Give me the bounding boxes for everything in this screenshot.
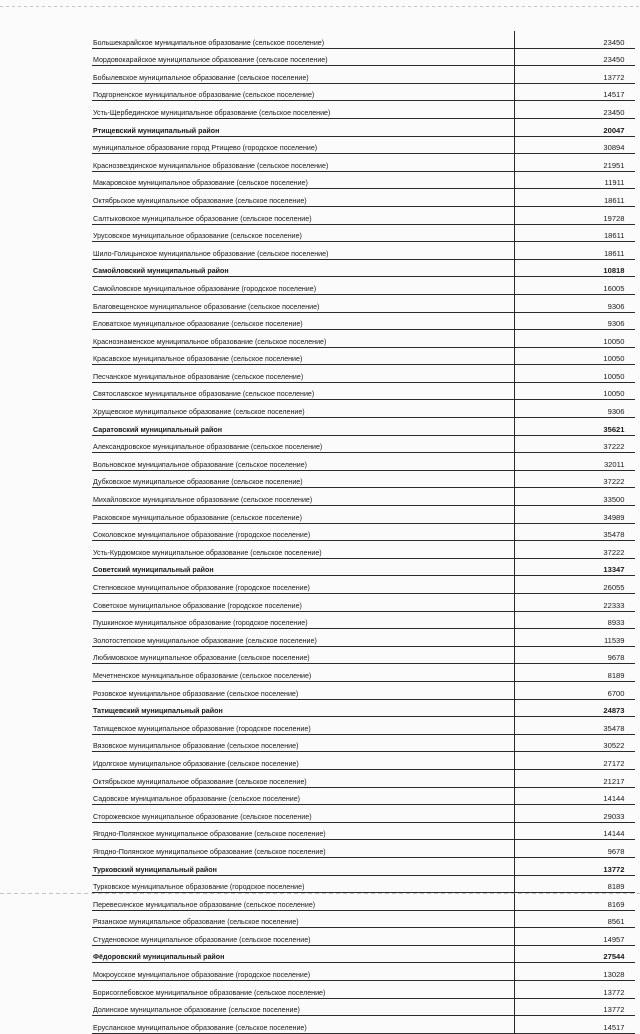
municipality-value: 14957 [515,928,635,946]
municipality-name: Мокроусское муниципальное образование (городское поселение) [92,963,515,981]
municipality-name: Самойловский муниципальный район [92,259,515,277]
table-row [92,48,635,66]
table-row [92,101,635,119]
municipality-value: 23450 [515,101,635,119]
municipality-value: 10050 [515,330,635,348]
table-row [92,83,635,101]
municipality-name: Расковское муниципальное образование (сельское поселение) [92,506,515,524]
table-row [92,154,635,172]
municipality-name: Подгорненское муниципальное образование (сельское поселение) [92,83,515,101]
municipality-value: 9306 [515,400,635,418]
table-row [92,400,635,418]
municipality-name: Макаровское муниципальное образование (сельское поселение) [92,171,515,189]
municipality-name: Турковское муниципальное образование (городское поселение) [92,875,515,893]
municipality-name: Александровское муниципальное образование (сельское поселение) [92,435,515,453]
municipality-name: Дубковское муниципальное образование (сельское поселение) [92,470,515,488]
municipality-value: 13772 [515,981,635,999]
municipality-name: Святославское муниципальное образование (сельское поселение) [92,382,515,400]
municipality-value: 13772 [515,857,635,875]
municipality-value: 32011 [515,453,635,471]
municipality-name: Татищевский муниципальный район [92,699,515,717]
municipality-name: Пушкинское муниципальное образование (городское поселение) [92,611,515,629]
municipality-name: Песчанское муниципальное образование (сельское поселение) [92,365,515,383]
table-row [92,910,635,928]
municipality-value: 21951 [515,154,635,172]
table-row [92,893,635,911]
district-row [92,118,635,136]
municipality-name: Перевесинское муниципальное образование (сельское поселение) [92,893,515,911]
municipality-value: 35478 [515,717,635,735]
district-row [92,945,635,963]
table-row [92,31,635,48]
municipality-value: 14517 [515,1016,635,1034]
municipality-value: 9306 [515,294,635,312]
municipality-value: 26055 [515,576,635,594]
municipality-name: Ягодно-Полянское муниципальное образование (сельское поселение) [92,822,515,840]
municipality-value: 8561 [515,910,635,928]
municipality-name: Борисоглебовское муниципальное образование (сельское поселение) [92,981,515,999]
table-row [92,294,635,312]
table-row [92,752,635,770]
table-row [92,365,635,383]
municipality-value: 27172 [515,752,635,770]
municipality-value: 24873 [515,699,635,717]
municipality-value: 13347 [515,558,635,576]
municipality-name: Октябрьское муниципальное образование (сельское поселение) [92,769,515,787]
table-row [92,66,635,84]
municipality-value: 14144 [515,822,635,840]
municipality-name: Любимовское муниципальное образование (сельское поселение) [92,646,515,664]
municipality-value: 21217 [515,769,635,787]
municipality-value: 11911 [515,171,635,189]
municipality-value: 14144 [515,787,635,805]
municipality-value: 8933 [515,611,635,629]
table-row [92,611,635,629]
district-row [92,418,635,436]
municipality-name: Турковский муниципальный район [92,857,515,875]
municipality-name: Идолгское муниципальное образование (сельское поселение) [92,752,515,770]
municipality-name: Хрущевское муниципальное образование (сельское поселение) [92,400,515,418]
municipality-value: 9678 [515,840,635,858]
scan-edge-top [0,6,640,7]
municipality-name: Усть-Курдюмское муниципальное образование (сельское поселение) [92,541,515,559]
municipality-value: 10818 [515,259,635,277]
municipality-value: 8189 [515,664,635,682]
district-row [92,857,635,875]
table-row [92,734,635,752]
municipality-name: Саратовский муниципальный район [92,418,515,436]
municipality-name: Шило-Голицынское муниципальное образование (сельское поселение) [92,242,515,260]
table-row [92,541,635,559]
table-row [92,998,635,1016]
municipality-name: Бобылевское муниципальное образование (сельское поселение) [92,66,515,84]
municipality-value: 18611 [515,189,635,207]
municipality-value: 18611 [515,224,635,242]
table-row [92,840,635,858]
municipality-name: Фёдоровский муниципальный район [92,945,515,963]
municipality-value: 34989 [515,506,635,524]
district-row [92,558,635,576]
municipality-value: 18611 [515,242,635,260]
table-row [92,805,635,823]
municipality-value: 27544 [515,945,635,963]
table-row [92,981,635,999]
table-row [92,189,635,207]
municipality-name: Краснознаменское муниципальное образование (сельское поселение) [92,330,515,348]
table-row [92,769,635,787]
municipality-name: Еловатское муниципальное образование (сельское поселение) [92,312,515,330]
municipality-value: 30522 [515,734,635,752]
municipality-value: 23450 [515,48,635,66]
municipality-name: Садовское муниципальное образование (сельское поселение) [92,787,515,805]
municipality-name: Красавское муниципальное образование (сельское поселение) [92,347,515,365]
scan-edge-bottom [0,893,640,894]
municipality-name: муниципальное образование город Ртищево (городское поселение) [92,136,515,154]
table-row [92,277,635,295]
municipality-name: Большекарайское муниципальное образование (сельское поселение) [92,31,515,48]
municipality-name: Вязовское муниципальное образование (сельское поселение) [92,734,515,752]
municipality-name: Советский муниципальный район [92,558,515,576]
table-row [92,382,635,400]
municipality-value: 23450 [515,31,635,48]
table-row [92,928,635,946]
municipality-name: Октябрьское муниципальное образование (сельское поселение) [92,189,515,207]
municipality-value: 22333 [515,594,635,612]
municipality-value: 11539 [515,629,635,647]
municipality-value: 29033 [515,805,635,823]
municipality-name: Салтыковское муниципальное образование (сельское поселение) [92,206,515,224]
municipality-name: Степновское муниципальное образование (городское поселение) [92,576,515,594]
municipality-value: 37222 [515,470,635,488]
table-row [92,1016,635,1034]
municipality-name: Долинское муниципальное образование (сельское поселение) [92,998,515,1016]
table-row [92,224,635,242]
municipality-name: Мордовокарайское муниципальное образование (сельское поселение) [92,48,515,66]
municipality-value: 9678 [515,646,635,664]
table-row [92,206,635,224]
municipality-name: Татищевское муниципальное образование (городское поселение) [92,717,515,735]
municipality-name: Благовещенское муниципальное образование (сельское поселение) [92,294,515,312]
table-row [92,594,635,612]
municipality-value: 9306 [515,312,635,330]
table-row [92,664,635,682]
table-row [92,435,635,453]
table-row [92,242,635,260]
municipality-value: 37222 [515,541,635,559]
municipality-name: Мечетненское муниципальное образование (сельское поселение) [92,664,515,682]
table-row [92,576,635,594]
table-row [92,963,635,981]
municipality-value: 10050 [515,365,635,383]
municipality-name: Ягодно-Полянское муниципальное образование (сельское поселение) [92,840,515,858]
municipality-name: Советское муниципальное образование (городское поселение) [92,594,515,612]
municipality-name: Урусовское муниципальное образование (сельское поселение) [92,224,515,242]
district-row [92,699,635,717]
table-row [92,171,635,189]
table-row [92,506,635,524]
municipality-value: 13772 [515,998,635,1016]
municipality-value: 8189 [515,875,635,893]
table-row [92,717,635,735]
municipality-value: 35478 [515,523,635,541]
table-row [92,347,635,365]
municipality-name: Самойловское муниципальное образование (городское поселение) [92,277,515,295]
table-row [92,875,635,893]
municipality-value: 37222 [515,435,635,453]
municipality-value: 10050 [515,347,635,365]
municipality-value: 13772 [515,66,635,84]
municipality-value: 10050 [515,382,635,400]
table-row [92,470,635,488]
municipality-name: Рязанское муниципальное образование (сельское поселение) [92,910,515,928]
municipality-value: 33500 [515,488,635,506]
table-row [92,629,635,647]
municipality-name: Соколовское муниципальное образование (городское поселение) [92,523,515,541]
table-row [92,330,635,348]
municipality-name: Михайловское муниципальное образование (сельское поселение) [92,488,515,506]
municipality-name: Сторожевское муниципальное образование (сельское поселение) [92,805,515,823]
municipality-value: 16005 [515,277,635,295]
municipality-value: 20047 [515,118,635,136]
table-row [92,488,635,506]
municipal-values-table [92,31,635,1034]
district-row [92,259,635,277]
table-row [92,822,635,840]
municipality-name: Ртищевский муниципальный район [92,118,515,136]
table-row [92,312,635,330]
table-row [92,453,635,471]
municipality-value: 8169 [515,893,635,911]
municipality-value: 35621 [515,418,635,436]
municipality-value: 14517 [515,83,635,101]
municipality-value: 30894 [515,136,635,154]
municipality-name: Усть-Щербединское муниципальное образование (сельское поселение) [92,101,515,119]
table-row [92,646,635,664]
municipality-name: Золотостепское муниципальное образование (сельское поселение) [92,629,515,647]
municipality-value: 13028 [515,963,635,981]
municipality-name: Вольновское муниципальное образование (сельское поселение) [92,453,515,471]
municipality-value: 19728 [515,206,635,224]
municipality-name: Розовское муниципальное образование (сельское поселение) [92,681,515,699]
municipality-name: Краснозвездинское муниципальное образование (сельское поселение) [92,154,515,172]
municipality-name: Студеновское муниципальное образование (сельское поселение) [92,928,515,946]
table-row [92,523,635,541]
municipality-value: 6700 [515,681,635,699]
municipality-name: Ерусланское муниципальное образование (сельское поселение) [92,1016,515,1034]
table-row [92,136,635,154]
table-body [92,31,635,1033]
table-row [92,787,635,805]
table-row [92,681,635,699]
